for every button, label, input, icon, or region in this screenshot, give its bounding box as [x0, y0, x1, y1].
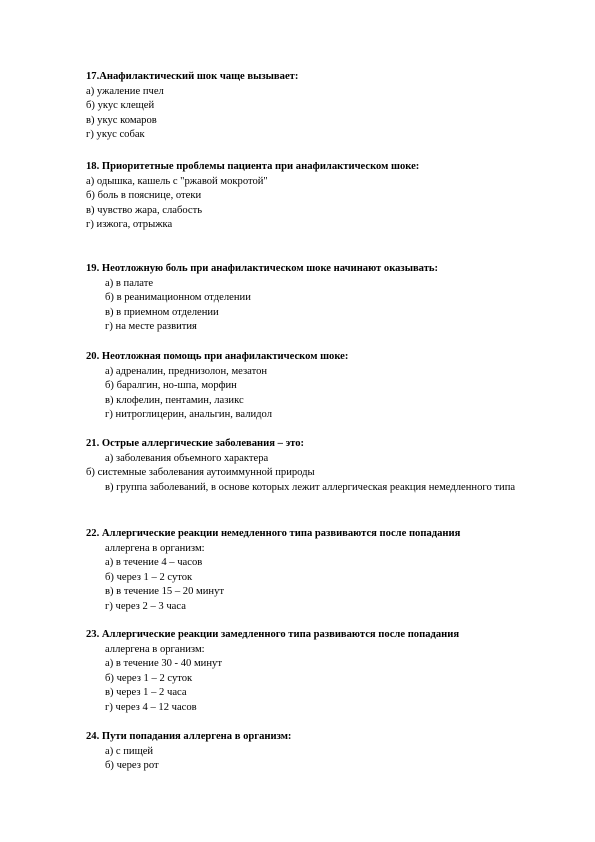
question-title: 17.Анафилактический шок чаще вызывает: — [86, 71, 299, 82]
question-22 — [86, 527, 566, 615]
answer-option: г) нитроглицерин, анальгин, валидол — [105, 409, 272, 421]
answer-option: б) баралгин, но-шпа, морфин — [105, 380, 237, 392]
answer-option: а) одышка, кашель с "ржавой мокротой" — [86, 175, 268, 187]
answer-option: б) укус клещей — [86, 100, 155, 112]
answer-option: в) клофелин, пентамин, лазикс — [105, 394, 244, 406]
answer-option: г) изжога, отрыжка — [86, 219, 173, 231]
answer-option: г) на месте развития — [105, 321, 197, 333]
answer-option: г) укус собак — [86, 129, 145, 141]
question-title: 22. Аллергические реакции немедленного типа развиваются после попадания — [86, 528, 461, 539]
answer-option: а) адреналин, преднизолон, мезатон — [105, 365, 268, 377]
answer-option: б) через 1 – 2 суток — [105, 672, 193, 684]
question-title: 18. Приоритетные проблемы пациента при анафилактическом шоке: — [86, 161, 420, 172]
answer-option: а) заболевания объемного характера — [105, 452, 269, 464]
answer-option: а) в течение 4 – часов — [105, 557, 203, 569]
question-title: 20. Неотложная помощь при анафилактическом шоке: — [86, 351, 349, 362]
question-19 — [86, 262, 566, 335]
answer-option: г) через 2 – 3 часа — [105, 600, 186, 612]
answer-option: в) через 1 – 2 часа — [105, 687, 187, 699]
answer-option: а) с пищей — [105, 745, 154, 757]
answer-option: в) чувство жара, слабость — [86, 204, 203, 216]
answer-option: б) системные заболевания аутоиммунной природы — [86, 467, 315, 479]
question-21 — [86, 437, 566, 495]
answer-option: а) в течение 30 - 40 минут — [105, 658, 222, 670]
question-title: 23. Аллергические реакции замедленного типа развиваются после попадания — [86, 629, 460, 640]
question-title: 19. Неотложную боль при анафилактическом шоке начинают оказывать: — [86, 263, 439, 274]
question-24 — [86, 730, 566, 774]
question-17 — [86, 70, 566, 143]
answer-option: б) боль в пояснице, отеки — [86, 190, 202, 202]
answer-option: г) через 4 – 12 часов — [105, 701, 197, 713]
question-title-continuation: аллергена в организм: — [105, 542, 205, 554]
answer-option: в) в течение 15 – 20 минут — [105, 586, 225, 598]
answer-option: а) ужаление пчел — [86, 85, 164, 97]
question-title-continuation: аллергена в организм: — [105, 643, 205, 655]
question-23 — [86, 628, 566, 716]
answer-option: а) в палате — [105, 277, 154, 289]
question-18 — [86, 160, 566, 233]
answer-option: в) в приемном отделении — [105, 306, 219, 318]
question-title: 24. Пути попадания аллергена в организм: — [86, 731, 292, 742]
question-title: 21. Острые аллергические заболевания – это: — [86, 438, 305, 449]
answer-option: в) группа заболеваний, в основе которых лежит аллергическая реакция немедленного типа — [105, 481, 516, 493]
answer-option: б) через 1 – 2 суток — [105, 571, 193, 583]
question-20 — [86, 350, 566, 423]
answer-option: б) в реанимационном отделении — [105, 292, 251, 304]
answer-option: б) через рот — [105, 760, 159, 772]
answer-option: в) укус комаров — [86, 114, 157, 126]
